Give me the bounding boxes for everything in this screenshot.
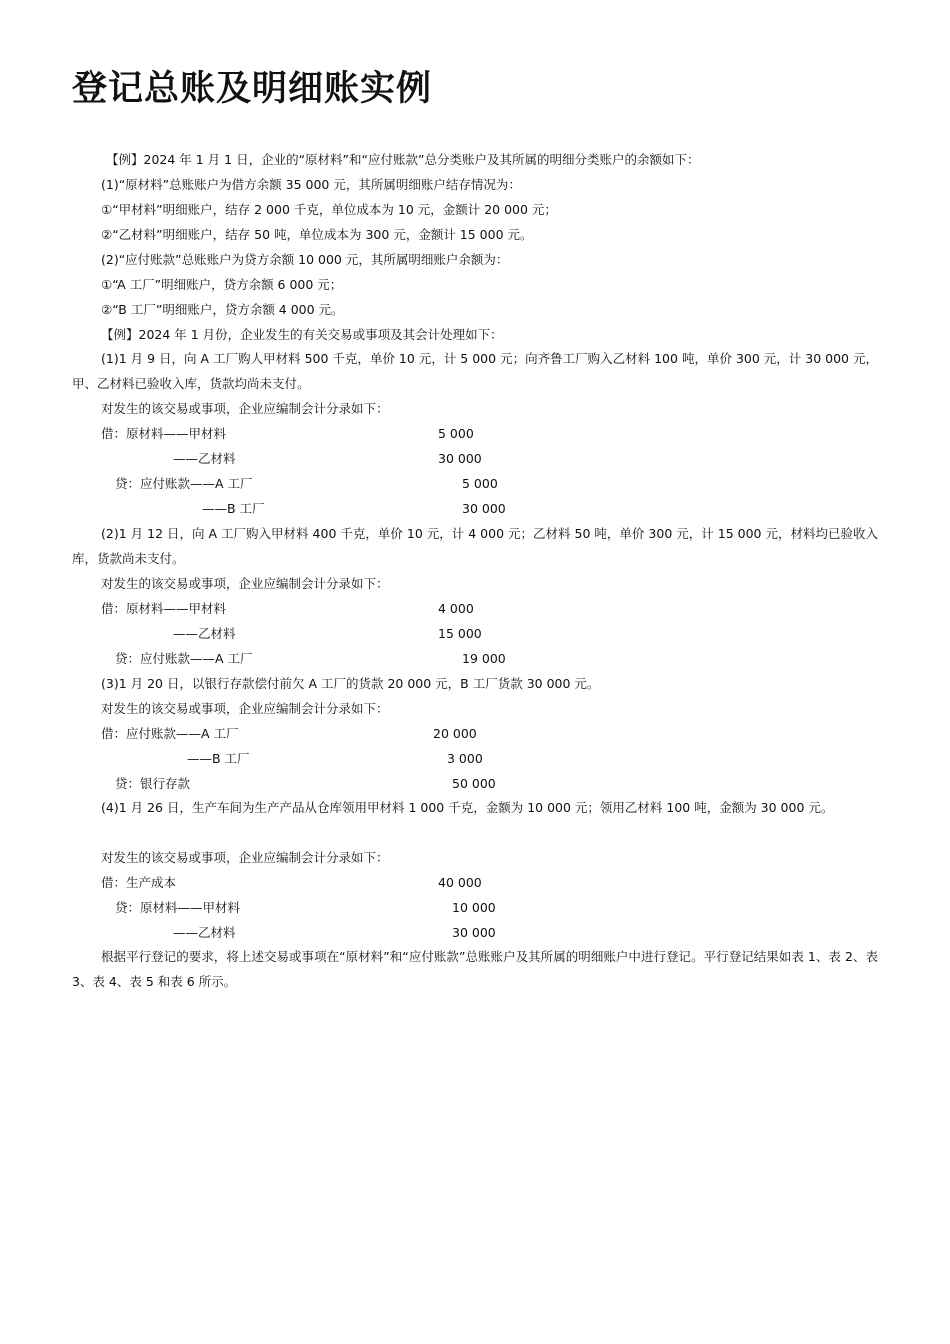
journal-intro: 对发生的该交易或事项，企业应编制会计分录如下： [101,850,389,865]
entry-amount: 50 000 [452,776,496,791]
entry-amount: 40 000 [438,875,482,890]
entry-amount: 30 000 [452,925,496,940]
entry-amount: 3 000 [447,751,483,766]
entry-amount: 10 000 [452,900,496,915]
entry-amount: 4 000 [438,601,474,616]
entry-label: ——B 工厂 [187,751,250,766]
journal-intro: 对发生的该交易或事项，企业应编制会计分录如下： [101,701,389,716]
example-2-intro: 【例】2024 年 1 月份，企业发生的有关交易或事项及其会计处理如下： [101,327,503,342]
transaction-2-text: (2)1 月 12 日，向 A 工厂购入甲材料 400 千克，单价 10 元，计 4 000 元；乙材料 50 吨，单价 300 元，计 15 000 元，材料均已验收入库，货款尚未支付。 [72,526,878,566]
entry-amount: 20 000 [433,726,477,741]
entry-label: ——B 工厂 [202,501,265,516]
factory-a-balance: ①“A 工厂”明细账户，贷方余额 6 000 元； [101,277,343,292]
entry-label: 贷：应付账款——A 工厂 [115,476,253,491]
transaction-3-text: (3)1 月 20 日，以银行存款偿付前欠 A 工厂的货款 20 000 元，B 工厂货款 30 000 元。 [101,676,600,691]
transaction-1-text: (1)1 月 9 日，向 A 工厂购人甲材料 500 千克，单价 10 元，计 5 000 元；向齐鲁工厂购入乙材料 100 吨，单价 300 元，计 30 000 元，甲、乙材料已验收入库，货款均尚未支付。 [72,351,878,391]
entry-label: 借：原材料——甲材料 [101,601,227,616]
entry-amount: 30 000 [462,501,506,516]
entry-label: 借：生产成本 [101,875,177,890]
entry-label: 贷：银行存款 [115,776,191,791]
material-b-balance: ②“乙材料”明细账户，结存 50 吨，单位成本为 300 元，金额计 15 000 元。 [101,227,533,242]
closing-paragraph: 根据平行登记的要求，将上述交易或事项在“原材料”和“应付账款”总账账户及其所属的明细账户中进行登记。平行登记结果如表 1、表 2、表 3、表 4、表 5 和表 6 所示。 [72,949,878,989]
journal-intro: 对发生的该交易或事项，企业应编制会计分录如下： [101,401,389,416]
entry-amount: 30 000 [438,451,482,466]
transaction-4-text: (4)1 月 26 日，生产车间为生产产品从仓库领用甲材料 1 000 千克，金额为 10 000 元；领用乙材料 100 吨，金额为 30 000 元。 [101,800,834,815]
journal-intro: 对发生的该交易或事项，企业应编制会计分录如下： [101,576,389,591]
entry-label: ——乙材料 [173,925,236,940]
document-title: 登记总账及明细账实例 [72,69,433,109]
material-a-balance: ①“甲材料”明细账户，结存 2 000 千克，单位成本为 10 元，金额计 20 000 元； [101,202,557,217]
entry-label: 贷：原材料——甲材料 [115,900,241,915]
raw-materials-balance: (1)“原材料”总账账户为借方余额 35 000 元，其所属明细账户结存情况为： [101,177,521,192]
entry-label: ——乙材料 [173,451,236,466]
entry-amount: 15 000 [438,626,482,641]
entry-label: 借：应付账款——A 工厂 [101,726,239,741]
entry-amount: 5 000 [462,476,498,491]
payables-balance: (2)“应付账款”总账账户为贷方余额 10 000 元，其所属明细账户余额为： [101,252,509,267]
entry-label: 借：原材料——甲材料 [101,426,227,441]
entry-label: ——乙材料 [173,626,236,641]
entry-amount: 19 000 [462,651,506,666]
example-1-intro: 【例】2024 年 1 月 1 日，企业的“原材料”和“应付账款”总分类账户及其所属的明细分类账户的余额如下： [106,152,700,167]
entry-label: 贷：应付账款——A 工厂 [115,651,253,666]
factory-b-balance: ②“B 工厂”明细账户，贷方余额 4 000 元。 [101,302,344,317]
entry-amount: 5 000 [438,426,474,441]
